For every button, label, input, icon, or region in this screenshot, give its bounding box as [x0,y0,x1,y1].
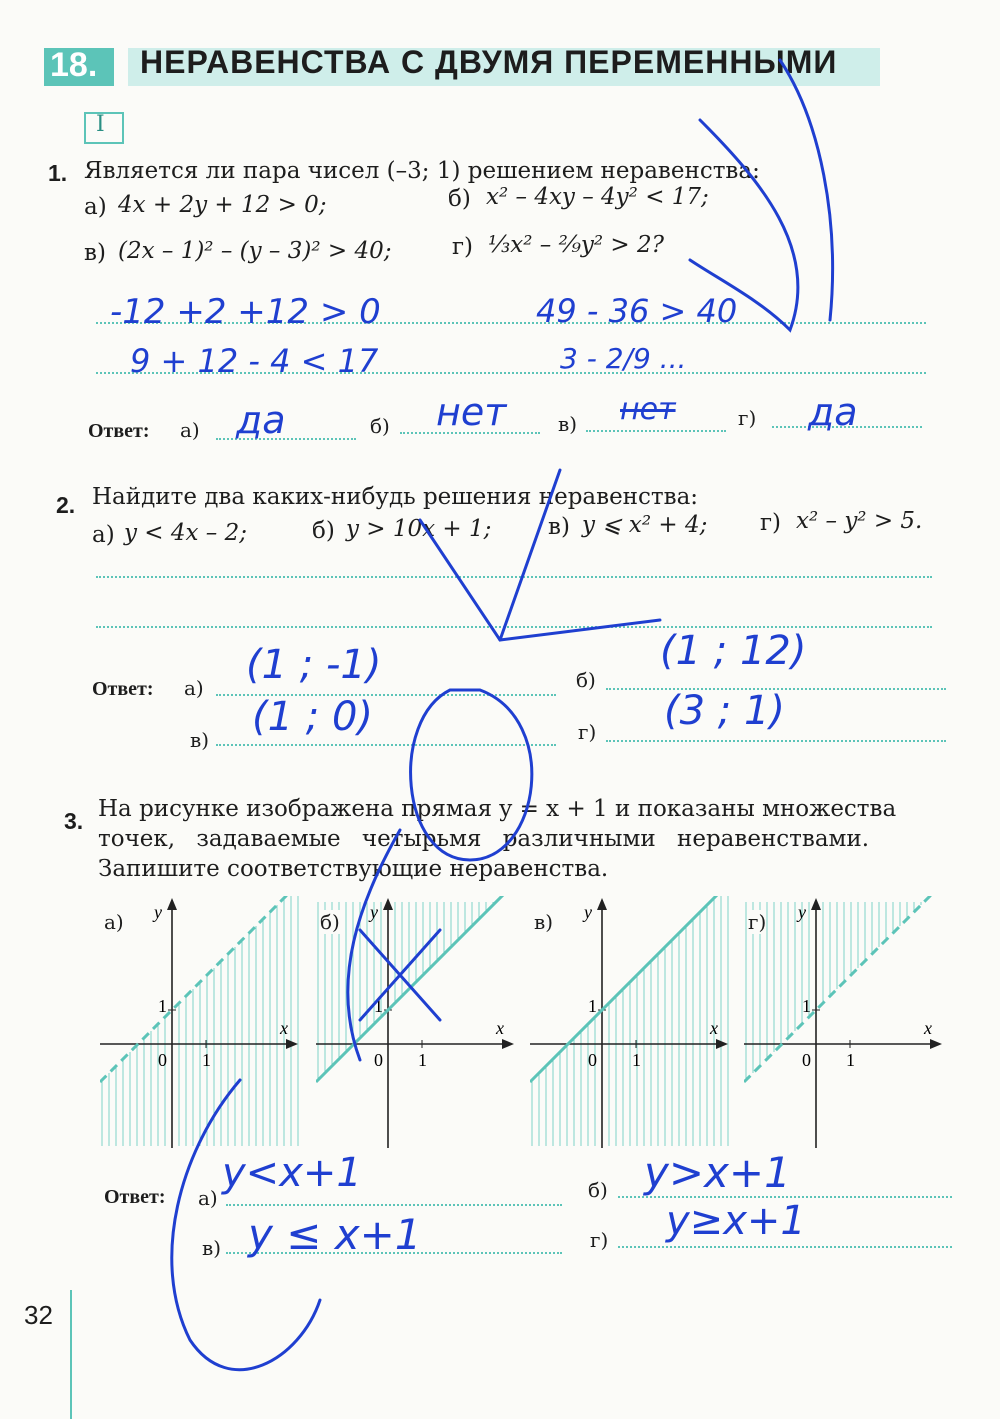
p2-ans-a-label: а) [184,676,204,700]
problem1-number: 1. [48,160,68,186]
origin-label: 0 [802,1050,811,1070]
page-number: 32 [24,1300,53,1330]
problem1-b-expr: x² – 4xy – 4y² < 17; [486,184,709,210]
problem2-g-expr: x² – y² > 5. [796,508,923,534]
p3-hw-ans-v[interactable]: y ≤ x+1 [248,1210,422,1259]
p2-hw-ans-g[interactable]: (3 ; 1) [664,688,786,734]
problem2-text: Найдите два каких-нибудь решения неравенства: [92,484,699,510]
problem3-line-1: На рисунке изображена прямая y = x + 1 и показаны множества [98,796,897,822]
origin-label: 0 [158,1050,167,1070]
scribble-slash [500,470,560,640]
x-axis-label: x [496,1018,504,1038]
p1-hw-work-2: 9 + 12 - 4 < 17 [130,342,379,380]
p1-hw-work-3: 49 - 36 > 40 [536,292,738,330]
x-one-label: 1 [846,1050,855,1070]
p2-answer-label: Ответ: [92,678,154,700]
p3-ans-b-label: б) [588,1178,608,1202]
problem3-number: 3. [64,808,84,834]
problem1-text: Является ли пара чисел (–3; 1) решением неравенства: [84,158,760,184]
p2-hw-ans-b[interactable]: (1 ; 12) [660,628,807,674]
problem3-line-3: Запишите соответствующие неравенства. [98,856,609,882]
x-axis-label: x [924,1018,932,1038]
graph-label: б) [320,910,340,934]
level-badge-text: I [96,112,105,137]
graph-label: а) [104,910,124,934]
problem2-a-label: а) [92,522,115,548]
p2-hw-ans-v[interactable]: (1 ; 0) [252,694,374,740]
scribble-top-right [690,120,798,330]
p2-ans-b-label: б) [576,668,596,692]
problem1-g-label: г) [452,234,474,260]
p1-ans-b-label: б) [370,414,390,438]
problem3-line-2: точек, задаваемые четырьмя различными неравенствами. [98,826,870,852]
problem2-b-label: б) [312,518,335,544]
p3-hw-ans-a[interactable]: y<x+1 [222,1150,362,1196]
scribble-bottom-left [172,1080,320,1370]
x-axis-label: x [280,1018,288,1038]
p1-answer-label: Ответ: [88,420,150,442]
p1-hw-ans-g[interactable]: да [808,390,858,434]
scribble-circle [411,690,532,860]
p2-ans-v-label: в) [190,728,210,752]
p1-hw-ans-a[interactable]: да [236,398,286,442]
y-axis-label: y [584,902,592,922]
p2-hw-ans-a[interactable]: (1 ; -1) [246,642,382,688]
problem2-a-expr: y < 4x – 2; [124,520,247,546]
x-one-label: 1 [632,1050,641,1070]
graph-label: г) [748,910,767,934]
x-one-label: 1 [202,1050,211,1070]
section-number: 18. [50,46,98,84]
problem1-v-expr: (2x – 1)² – (y – 3)² > 40; [118,238,392,264]
p3-hw-ans-b[interactable]: y>x+1 [644,1148,791,1197]
y-axis-label: y [370,902,378,922]
p1-hw-ans-b[interactable]: нет [436,390,507,434]
problem1-v-label: в) [84,240,106,266]
y-one-label: 1 [158,996,167,1016]
problem1-a-label: а) [84,194,107,220]
y-axis-label: y [154,902,162,922]
x-one-label: 1 [418,1050,427,1070]
x-axis-label: x [710,1018,718,1038]
problem2-v-label: в) [548,514,570,540]
y-one-label: 1 [374,996,383,1016]
origin-label: 0 [588,1050,597,1070]
y-one-label: 1 [802,996,811,1016]
problem2-number: 2. [56,492,76,518]
p2-ans-g-label: г) [578,720,597,744]
scribble-check-mark [420,520,660,640]
p1-ans-v-label: в) [558,412,578,436]
y-axis-label: y [798,902,806,922]
y-one-label: 1 [588,996,597,1016]
p3-ans-v-label: в) [202,1236,222,1260]
p3-answer-label: Ответ: [104,1186,166,1208]
p1-hw-work-1: -12 +2 +12 > 0 [110,292,381,332]
p1-ans-g-label: г) [738,406,757,430]
graph-label: в) [534,910,554,934]
origin-label: 0 [374,1050,383,1070]
p1-ans-a-label: а) [180,418,200,442]
p3-ans-g-label: г) [590,1228,609,1252]
problem1-a-expr: 4x + 2y + 12 > 0; [118,192,327,218]
problem1-b-label: б) [448,186,471,212]
problem2-v-expr: y ⩽ x² + 4; [582,512,708,538]
problem2-b-expr: y > 10x + 1; [346,516,492,542]
scribble-top-right-2 [780,60,833,320]
problem1-g-expr: ⅓x² – ²⁄₉y² > 2? [488,232,664,258]
p3-hw-ans-g[interactable]: y≥x+1 [666,1198,806,1244]
problem2-g-label: г) [760,510,782,536]
p1-hw-ans-v[interactable]: нет [620,392,676,427]
section-title: НЕРАВЕНСТВА С ДВУМЯ ПЕРЕМЕННЫМИ [140,44,838,80]
p3-ans-a-label: а) [198,1186,218,1210]
p1-hw-work-4: 3 - 2/9 ... [560,342,687,375]
